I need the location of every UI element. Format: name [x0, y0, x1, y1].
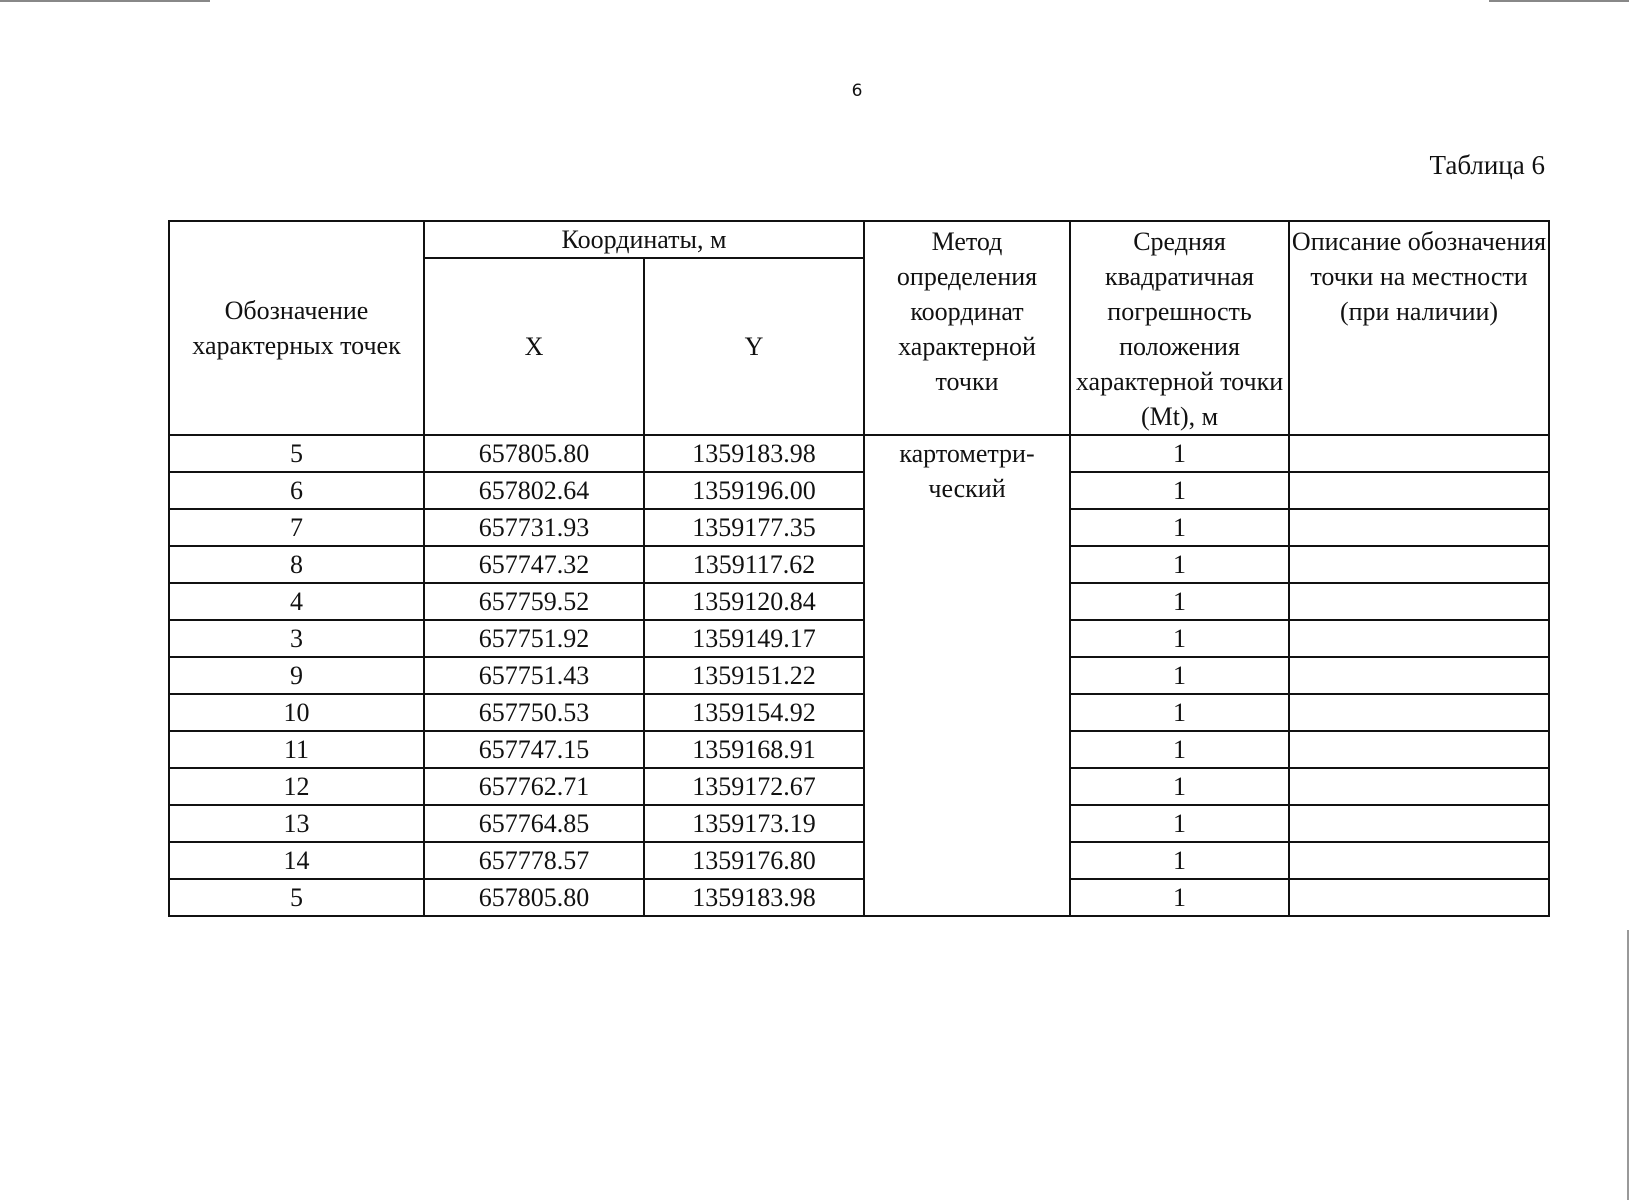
cell-description	[1289, 509, 1549, 546]
cell-point: 14	[169, 842, 424, 879]
cell-point: 8	[169, 546, 424, 583]
table-row	[169, 694, 1549, 731]
scan-edge-top-left	[0, 0, 210, 2]
cell-x: 657762.71	[424, 768, 644, 805]
cell-description	[1289, 879, 1549, 916]
cell-x: 657759.52	[424, 583, 644, 620]
cell-x: 657751.92	[424, 620, 644, 657]
cell-error: 1	[1070, 879, 1289, 916]
cell-point: 5	[169, 435, 424, 472]
cell-error: 1	[1070, 657, 1289, 694]
cell-error: 1	[1070, 805, 1289, 842]
table-row	[169, 805, 1549, 842]
cell-x: 657751.43	[424, 657, 644, 694]
cell-x: 657764.85	[424, 805, 644, 842]
cell-y: 1359154.92	[644, 694, 864, 731]
cell-point: 9	[169, 657, 424, 694]
cell-description	[1289, 805, 1549, 842]
header-x: X	[424, 258, 644, 435]
header-error: Средняя квадратичная погрешность положения характерной точки (Mt), м	[1070, 221, 1289, 435]
cell-y: 1359168.91	[644, 731, 864, 768]
cell-y: 1359177.35	[644, 509, 864, 546]
table-row	[169, 472, 1549, 509]
cell-error: 1	[1070, 583, 1289, 620]
cell-y: 1359196.00	[644, 472, 864, 509]
cell-description	[1289, 694, 1549, 731]
cell-y: 1359151.22	[644, 657, 864, 694]
cell-point: 5	[169, 879, 424, 916]
scan-edge-top-right	[1489, 0, 1629, 2]
cell-method: картометри- ческий	[864, 435, 1070, 916]
cell-description	[1289, 731, 1549, 768]
cell-description	[1289, 768, 1549, 805]
cell-error: 1	[1070, 435, 1289, 472]
table-body	[169, 435, 1549, 916]
cell-error: 1	[1070, 620, 1289, 657]
header-y: Y	[644, 258, 864, 435]
cell-y: 1359120.84	[644, 583, 864, 620]
cell-x: 657805.80	[424, 435, 644, 472]
coordinates-table	[168, 220, 1550, 917]
header-method: Метод определения координат характерной точки	[864, 221, 1070, 435]
cell-point: 7	[169, 509, 424, 546]
cell-description	[1289, 472, 1549, 509]
cell-x: 657778.57	[424, 842, 644, 879]
header-description: Описание обозначения точки на местности (при наличии)	[1289, 221, 1549, 435]
table-row	[169, 435, 1549, 472]
cell-point: 10	[169, 694, 424, 731]
cell-y: 1359173.19	[644, 805, 864, 842]
cell-description	[1289, 620, 1549, 657]
cell-x: 657802.64	[424, 472, 644, 509]
cell-x: 657750.53	[424, 694, 644, 731]
cell-error: 1	[1070, 472, 1289, 509]
cell-point: 4	[169, 583, 424, 620]
cell-x: 657731.93	[424, 509, 644, 546]
table-row	[169, 546, 1549, 583]
table-row	[169, 731, 1549, 768]
table-caption: Таблица 6	[1429, 150, 1545, 180]
cell-description	[1289, 583, 1549, 620]
cell-x: 657747.32	[424, 546, 644, 583]
header-designation: Обозначение характерных точек	[169, 221, 424, 435]
cell-error: 1	[1070, 731, 1289, 768]
cell-description	[1289, 657, 1549, 694]
table-header	[169, 221, 1549, 435]
table-row	[169, 509, 1549, 546]
cell-point: 3	[169, 620, 424, 657]
cell-point: 6	[169, 472, 424, 509]
cell-error: 1	[1070, 694, 1289, 731]
cell-y: 1359117.62	[644, 546, 864, 583]
cell-point: 13	[169, 805, 424, 842]
cell-error: 1	[1070, 768, 1289, 805]
cell-description	[1289, 435, 1549, 472]
cell-point: 12	[169, 768, 424, 805]
cell-y: 1359149.17	[644, 620, 864, 657]
page-number: 6	[851, 81, 863, 101]
cell-x: 657805.80	[424, 879, 644, 916]
table-row	[169, 583, 1549, 620]
header-coordinates: Координаты, м	[424, 221, 864, 258]
table-row	[169, 657, 1549, 694]
cell-y: 1359183.98	[644, 435, 864, 472]
cell-y: 1359176.80	[644, 842, 864, 879]
cell-x: 657747.15	[424, 731, 644, 768]
table-row	[169, 620, 1549, 657]
cell-error: 1	[1070, 546, 1289, 583]
cell-error: 1	[1070, 509, 1289, 546]
cell-description	[1289, 842, 1549, 879]
cell-point: 11	[169, 731, 424, 768]
table-row	[169, 879, 1549, 916]
cell-description	[1289, 546, 1549, 583]
cell-y: 1359183.98	[644, 879, 864, 916]
table-row	[169, 842, 1549, 879]
cell-y: 1359172.67	[644, 768, 864, 805]
table-row	[169, 768, 1549, 805]
cell-error: 1	[1070, 842, 1289, 879]
